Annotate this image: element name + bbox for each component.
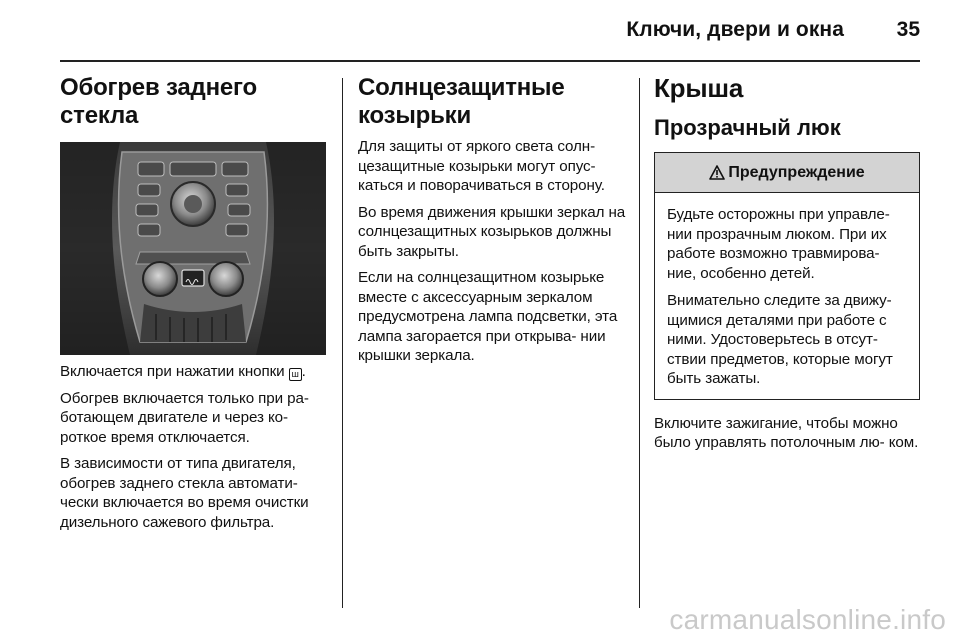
paragraph-visors-lamp: Если на солнцезащитном козырьке вместе с аксессуарным зеркалом предусмотрена лампа подсветки, эта лампа загорается при открыва- нии крышки зеркала. — [358, 269, 618, 364]
column-divider-1 — [342, 78, 343, 608]
rear-window-heater-icon: ш — [289, 368, 302, 381]
section-heading-roof: Крыша — [654, 73, 744, 103]
paragraph-sunroof-ignition: Включите зажигание, чтобы можно было управлять потолочным лю- ком. — [654, 414, 919, 451]
warning-title: Предупреждение — [728, 163, 865, 181]
warning-box — [654, 152, 920, 400]
column-rear-window-heater — [60, 74, 326, 532]
paragraph-heater-button: Включается при нажатии кнопки ш . — [60, 363, 306, 380]
column-sun-visors — [358, 74, 626, 366]
chapter-title: Ключи, двери и окна — [626, 18, 844, 41]
paragraph-visors-mirror: Во время движения крышки зеркал на солнцезащитных козырьков должны быть закрыты. — [358, 203, 626, 260]
subheading-sunroof: Прозрачный люк — [654, 115, 841, 140]
warning-header — [655, 153, 919, 193]
page-number: 35 — [896, 18, 920, 41]
warning-triangle-icon — [709, 165, 725, 180]
warning-paragraph-1: Будьте осторожны при управле- нии прозрачным люком. При их работе возможно травмирова- ние, особенно детей. — [667, 206, 890, 282]
paragraph-heater-engine: Обогрев включается только при ра- ботающем двигателе и через ко- роткое время отключается. — [60, 389, 309, 446]
warning-paragraph-2: Внимательно следите за движу- щимися деталями при работе с ними. Удостоверьтесь в отсут- ствии предметов, которые могут быть зажаты. — [667, 292, 893, 387]
column-roof — [654, 74, 920, 453]
paragraph-heater-filter: В зависимости от типа двигателя, обогрев заднего стекла автомати- чески включается во время очистки дизельного сажевого фильтра. — [60, 455, 309, 531]
page-header — [60, 18, 920, 48]
paragraph-visors-use: Для защиты от яркого света солн- цезащитные козырьки могут опус- каться и поворачиваться в сторону. — [358, 138, 605, 194]
header-divider — [60, 60, 920, 62]
warning-body — [655, 193, 919, 399]
section-heading-rear-heater: Обогрев заднего стекла — [60, 74, 257, 129]
section-heading-sun-visors: Солнцезащитные козырьки — [358, 74, 565, 129]
watermark-text: carmanualsonline.info — [669, 604, 946, 635]
column-divider-2 — [639, 78, 640, 608]
center-console-photo — [60, 142, 326, 355]
